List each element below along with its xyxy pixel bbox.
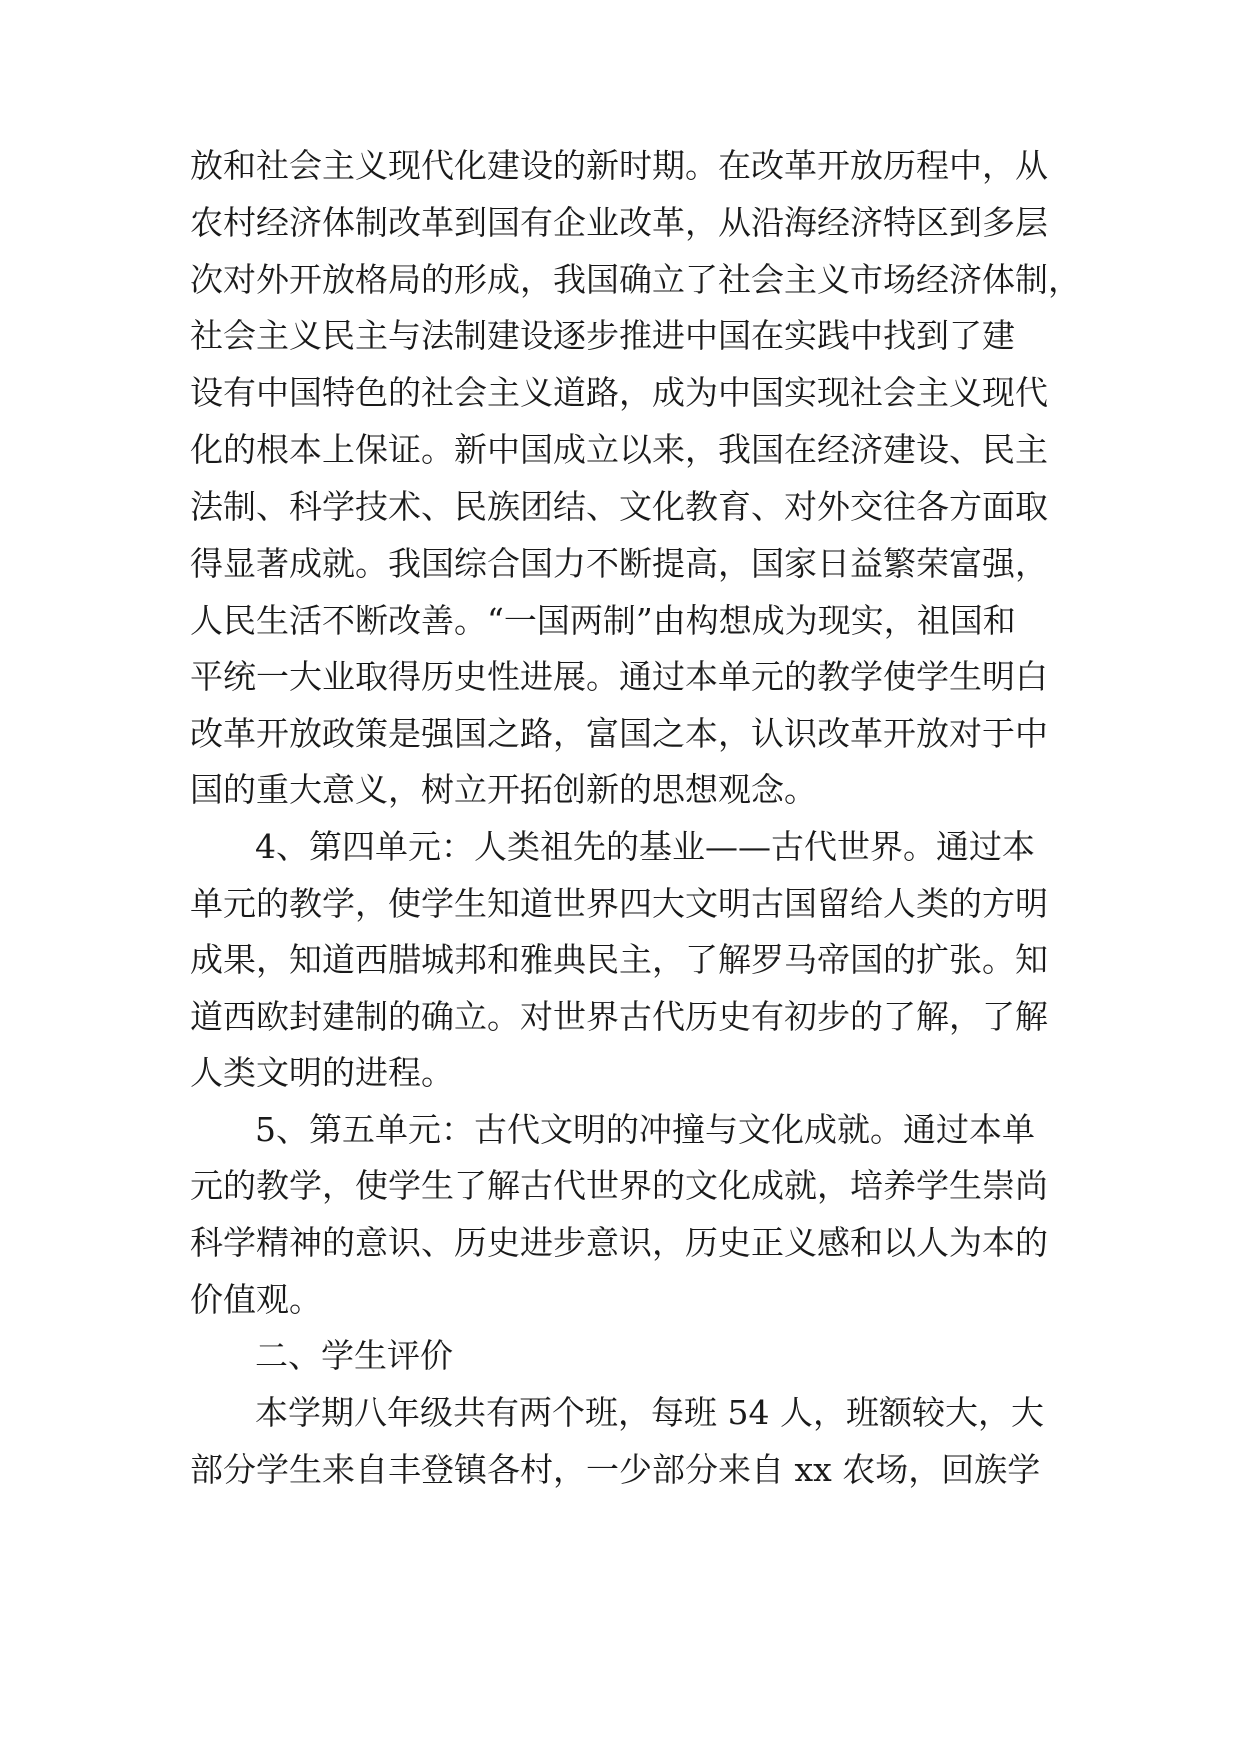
text-line: 人类文明的进程。 bbox=[190, 1053, 454, 1092]
section-heading: 二、学生评价 bbox=[255, 1336, 453, 1375]
text-line: 国的重大意义，树立开拓创新的思想观念。 bbox=[190, 770, 817, 809]
text-line: 道西欧封建制的确立。对世界古代历史有初步的了解，了解 bbox=[190, 997, 1048, 1036]
text-line: 部分学生来自丰登镇各村，一少部分来自 xx 农场，回族学 bbox=[190, 1450, 1041, 1489]
text-line: 成果，知道西腊城邦和雅典民主，了解罗马帝国的扩张。知 bbox=[190, 940, 1048, 979]
paragraph-unit-4-heading-line: 4、第四单元：人类祖先的基业——古代世界。通过本 bbox=[255, 827, 1035, 866]
text-line: 放和社会主义现代化建设的新时期。在改革开放历程中，从 bbox=[190, 146, 1048, 185]
text-line: 科学精神的意识、历史进步意识，历史正义感和以人为本的 bbox=[190, 1223, 1048, 1262]
text-line: 改革开放政策是强国之路，富国之本，认识改革开放对于中 bbox=[190, 714, 1048, 753]
text-line: 化的根本上保证。新中国成立以来，我国在经济建设、民主 bbox=[190, 430, 1048, 469]
text-line: 元的教学，使学生了解古代世界的文化成就，培养学生崇尚 bbox=[190, 1166, 1048, 1205]
text-line: 人民生活不断改善。“一国两制”由构想成为现实，祖国和 bbox=[190, 601, 1016, 640]
text-line: 法制、科学技术、民族团结、文化教育、对外交往各方面取 bbox=[190, 487, 1048, 526]
text-line: 价值观。 bbox=[190, 1280, 322, 1319]
paragraph-first-line: 本学期八年级共有两个班，每班 54 人，班额较大，大 bbox=[255, 1393, 1044, 1432]
paragraph-unit-5-heading-line: 5、第五单元：古代文明的冲撞与文化成就。通过本单 bbox=[255, 1110, 1035, 1149]
text-line: 得显著成就。我国综合国力不断提高，国家日益繁荣富强， bbox=[190, 544, 1048, 583]
text-line: 农村经济体制改革到国有企业改革，从沿海经济特区到多层 bbox=[190, 203, 1048, 242]
text-line: 平统一大业取得历史性进展。通过本单元的教学使学生明白 bbox=[190, 657, 1048, 696]
text-line: 单元的教学，使学生知道世界四大文明古国留给人类的方明 bbox=[190, 884, 1048, 923]
text-line: 社会主义民主与法制建设逐步推进中国在实践中找到了建 bbox=[190, 316, 1015, 355]
text-line: 次对外开放格局的形成，我国确立了社会主义市场经济体制， bbox=[190, 260, 1081, 299]
text-line: 设有中国特色的社会主义道路，成为中国实现社会主义现代 bbox=[190, 373, 1048, 412]
